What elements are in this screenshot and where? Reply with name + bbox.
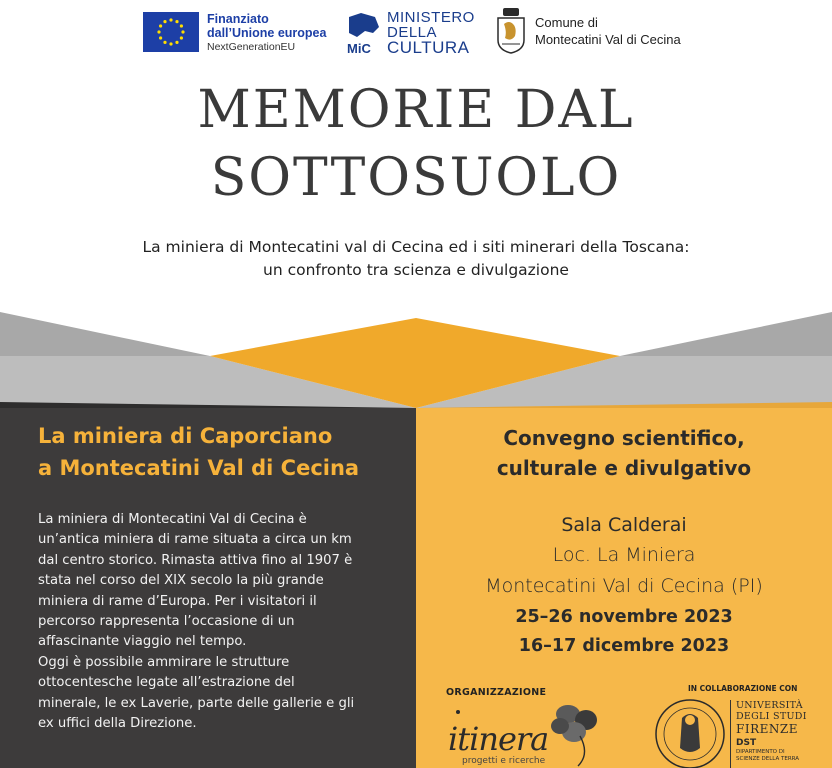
description-line: un’antica miniera di rame situata a circa un km: [38, 532, 352, 548]
eu-logo: [143, 12, 326, 54]
subtitle-line-1: La miniera di Montecatini val di Cecina ed i siti minerari della Toscana:: [142, 238, 690, 256]
mic-line-3: CULTURA: [387, 38, 470, 57]
venue-name: Sala Calderai: [561, 514, 687, 536]
comune-line-2: Montecatini Val di Cecina: [535, 32, 681, 47]
event-date-1: 25–26 novembre 2023: [515, 607, 733, 627]
uni-dept: DST: [736, 738, 757, 748]
crest-icon: [495, 8, 527, 54]
description-line: affascinante viaggio nel tempo.: [38, 634, 247, 650]
right-heading-line-2: culturale e divulgativo: [496, 456, 752, 480]
uni-line-3: FIRENZE: [736, 722, 798, 736]
svg-text:MiC: MiC: [347, 40, 371, 55]
description-line: ex uffici della Direzione.: [38, 716, 197, 732]
university-seal-icon: [654, 698, 726, 768]
mine-description: [38, 510, 408, 734]
university-divider: [730, 700, 731, 768]
description-line: percorso rappresenta l’occasione di un: [38, 614, 295, 630]
description-line: dal centro storico. Rimasta attiva fino al 1907 è: [38, 552, 353, 568]
page-title-line-1: MEMORIE DAL: [197, 80, 635, 140]
organization-label: ORGANIZZAZIONE: [446, 687, 547, 698]
itinera-tagline: progetti e ricerche: [462, 756, 546, 766]
eu-line-2: dall’Unione europea: [207, 26, 327, 40]
uni-dept-line-1: DIPARTIMENTO DI: [736, 749, 785, 755]
ministero-logo: [345, 10, 475, 55]
description-line: Oggi è possibile ammirare le strutture: [38, 654, 290, 670]
eu-line-1: Finanziato: [207, 12, 269, 26]
collaboration-label: IN COLLABORAZIONE CON: [688, 684, 798, 693]
right-gray-wing: [620, 312, 832, 356]
mic-line-2: DELLA: [387, 24, 438, 41]
eu-flag-icon: [143, 12, 199, 52]
left-gray-wing: [0, 312, 210, 356]
venue-location: Loc. La Miniera: [552, 544, 696, 566]
comune-logo: [495, 8, 681, 54]
left-heading-line-2: a Montecatini Val di Cecina: [38, 456, 360, 480]
subtitle-line-2: un confronto tra scienza e divulgazione: [263, 261, 569, 279]
venue-town: Montecatini Val di Cecina (PI): [485, 575, 763, 597]
left-heading-line-1: La miniera di Caporciano: [38, 424, 333, 448]
event-date-2: 16–17 dicembre 2023: [518, 636, 730, 656]
uni-dept-line-2: SCIENZE DELLA TERRA: [736, 756, 800, 762]
description-line: La miniera di Montecatini Val di Cecina è: [38, 512, 307, 527]
description-line: stata nel corso del XIX secolo la più grande: [38, 573, 324, 589]
header-logos: [0, 8, 832, 58]
mic-logo-icon: [345, 11, 385, 55]
mic-line-1: MINISTERO: [387, 9, 475, 26]
comune-line-1: Comune di: [535, 15, 598, 30]
description-line: miniera di rame d’Europa. Per i visitatori il: [38, 593, 317, 609]
description-line: minerale, le ex Laverie, parte delle gallerie e gli: [38, 695, 355, 711]
university-logo-text: [736, 700, 807, 763]
description-line: ottocentesche legate all’estrazione del: [38, 675, 295, 691]
page-title-line-2: SOTTOSUOLO: [210, 148, 622, 208]
itinera-wordmark: itinera: [448, 720, 549, 758]
right-heading-line-1: Convegno scientifico,: [503, 426, 745, 450]
uni-line-1: UNIVERSITÀ: [736, 700, 803, 711]
eu-line-3: NextGenerationEU: [207, 41, 296, 53]
uni-line-2: DEGLI STUDI: [736, 711, 807, 722]
